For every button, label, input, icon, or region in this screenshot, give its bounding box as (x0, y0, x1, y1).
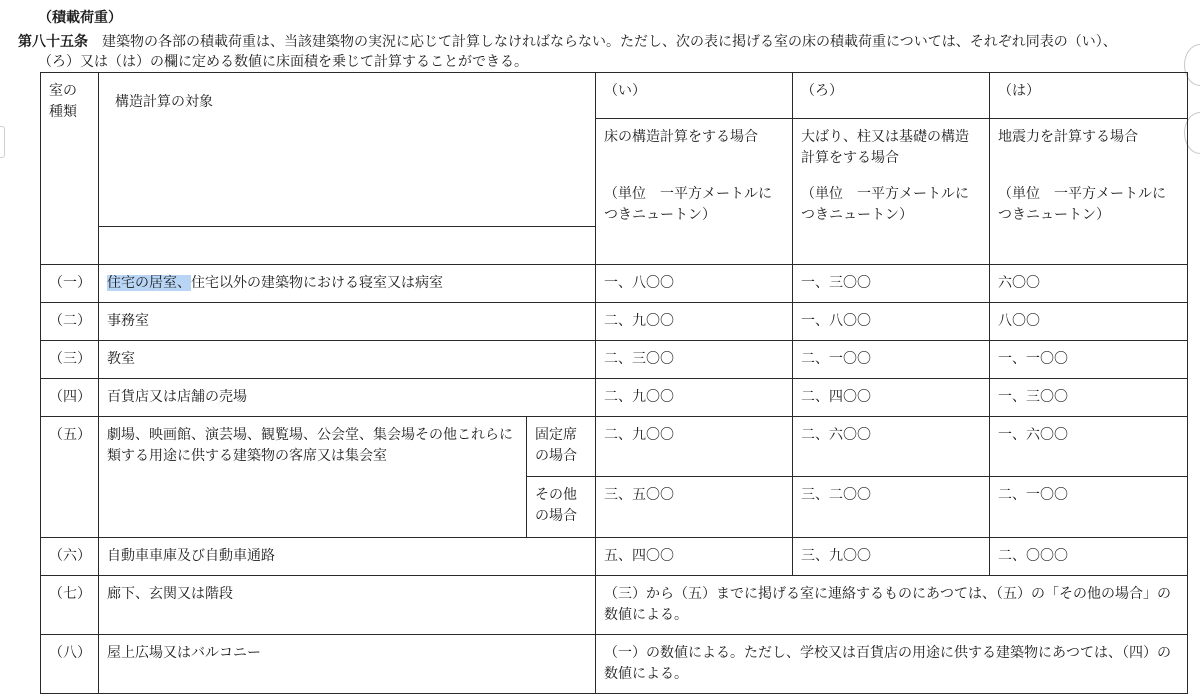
row-number: （六） (41, 538, 99, 576)
value-ha: 二、一〇〇 (990, 477, 1188, 538)
header-target (99, 73, 596, 265)
header-divider-line (99, 226, 595, 227)
value-i: 五、四〇〇 (596, 538, 793, 576)
article-line-1 (18, 32, 1190, 52)
header-room-type: 室の種類 (41, 73, 99, 265)
header-col-ha: （は） (990, 73, 1188, 119)
value-i: 二、三〇〇 (596, 341, 793, 379)
value-ro: 一、八〇〇 (793, 303, 990, 341)
article-body-1: 建築物の各部の積載荷重は、当該建築物の実況に応じて計算しなければならない。ただし、次の表に掲げる室の床の積載荷重については、それぞれ同表の（い）、 (102, 34, 1117, 50)
row-number: （四） (41, 379, 99, 417)
article-caption: （積載荷重） (38, 10, 122, 26)
value-ha: 二、〇〇〇 (990, 538, 1188, 576)
value-ro: 三、二〇〇 (793, 477, 990, 538)
value-i: 三、五〇〇 (596, 477, 793, 538)
subrow-label: その他の場合 (527, 477, 596, 538)
row-name: 教室 (99, 341, 596, 379)
row-name: 屋上広場又はバルコニー (99, 635, 596, 694)
row-name-rest: 住宅以外の建築物における寝室又は病室 (191, 275, 443, 291)
col-ha-desc: 地震力を計算する場合 (998, 129, 1138, 145)
header-col-ro: （ろ） (793, 73, 990, 119)
value-i: 二、九〇〇 (596, 379, 793, 417)
row-name: 劇場、映画館、演芸場、観覧場、公会堂、集会場その他これらに類する用途に供する建築物の客席又は集会室 (99, 417, 527, 538)
value-ha: 一、六〇〇 (990, 417, 1188, 477)
row-name: 事務室 (99, 303, 596, 341)
header-col-i-desc (596, 119, 793, 265)
value-ro: 一、三〇〇 (793, 265, 990, 303)
header-target-label: 構造計算の対象 (115, 94, 213, 110)
article-text (18, 32, 1190, 72)
row-name: 廊下、玄関又は階段 (99, 576, 596, 635)
row-number: （三） (41, 341, 99, 379)
row-number: （七） (41, 576, 99, 635)
article-body-2: （ろ）又は（は）の欄に定める数値に床面積を乗じて計算することができる。 (38, 54, 528, 70)
row-number: （一） (41, 265, 99, 303)
row-number: （二） (41, 303, 99, 341)
subrow-label: 固定席の場合 (527, 417, 596, 477)
value-i: 二、九〇〇 (596, 417, 793, 477)
value-i: 一、八〇〇 (596, 265, 793, 303)
value-ro: 三、九〇〇 (793, 538, 990, 576)
value-ro: 二、一〇〇 (793, 341, 990, 379)
row-name: 自動車車庫及び自動車通路 (99, 538, 596, 576)
row-note: （一）の数値による。ただし、学校又は百貨店の用途に供する建築物にあつては、（四）の数値による。 (596, 635, 1188, 694)
col-ro-desc: 大ばり、柱又は基礎の構造計算をする場合 (801, 129, 969, 166)
row-number: （八） (41, 635, 99, 694)
col-ro-unit: （単位 一平方メートルにつきニュートン） (801, 186, 969, 223)
value-ha: 六〇〇 (990, 265, 1188, 303)
col-i-desc: 床の構造計算をする場合 (604, 129, 758, 145)
table-row (41, 265, 1188, 303)
load-table (40, 72, 1188, 694)
table-row (41, 417, 1188, 477)
row-name: 百貨店又は店舗の売場 (99, 379, 596, 417)
value-i: 二、九〇〇 (596, 303, 793, 341)
table-row (41, 635, 1188, 694)
value-ha: 一、三〇〇 (990, 379, 1188, 417)
row-note: （三）から（五）までに掲げる室に連絡するものにあつては、（五）の「その他の場合」の数値による。 (596, 576, 1188, 635)
col-i-unit: （単位 一平方メートルにつきニュートン） (604, 186, 772, 223)
page-edge-tab (0, 126, 5, 158)
col-ha-unit: （単位 一平方メートルにつきニュートン） (998, 186, 1166, 223)
value-ro: 二、四〇〇 (793, 379, 990, 417)
header-col-ha-desc (990, 119, 1188, 265)
article-number: 第八十五条 (18, 34, 88, 50)
selected-text[interactable]: 住宅の居室、 (107, 275, 191, 291)
table-row (41, 576, 1188, 635)
value-ro: 二、六〇〇 (793, 417, 990, 477)
value-ha: 一、一〇〇 (990, 341, 1188, 379)
row-number: （五） (41, 417, 99, 538)
table-row (41, 538, 1188, 576)
header-col-i: （い） (596, 73, 793, 119)
table-row (41, 379, 1188, 417)
table-row (41, 341, 1188, 379)
row-name (99, 265, 596, 303)
value-ha: 八〇〇 (990, 303, 1188, 341)
header-col-ro-desc (793, 119, 990, 265)
table-row (41, 303, 1188, 341)
